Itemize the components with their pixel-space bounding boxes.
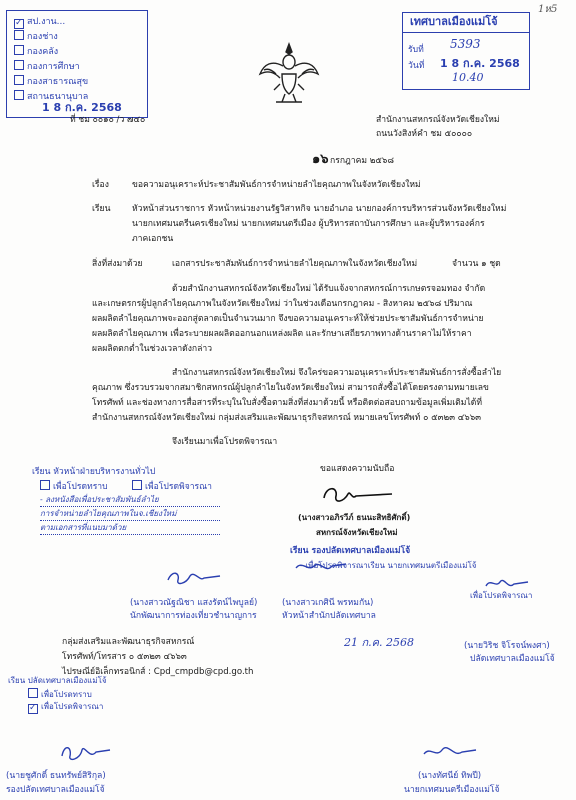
- consider-checkbox[interactable]: [132, 480, 142, 490]
- bottom-left-signer-title: รองปลัดเทศบาลเมืองแม่โจ้: [6, 785, 105, 795]
- department-item: [14, 44, 134, 59]
- receipt-no-label: รับที่: [408, 45, 424, 55]
- left-note-option-consider: เพื่อโปรดพิจารณา: [132, 480, 212, 493]
- middle-note-signer-title: หัวหน้าสำนักปลัดเทศบาล: [282, 611, 376, 621]
- department-item-label: กองคลัง: [27, 47, 59, 57]
- paragraph-1-line-1: ด้วยสำนักงานสหกรณ์จังหวัดเชียงใหม่ ได้รับแจ้งจากสหกรณ์การเกษตรจอมทอง จำกัด: [172, 284, 486, 294]
- paragraph-1-line-3: ผลผลิตลำไยคุณภาพจะออกสู่ตลาดเป็นจำนวนมาก จึงขอความอนุเคราะห์ให้ช่วยประชาสัมพันธ์การจำหน่าย: [92, 314, 484, 324]
- closing-request: จึงเรียนมาเพื่อโปรดพิจารณา: [172, 437, 278, 447]
- receipt-date-label: วันที่: [408, 61, 425, 71]
- receipt-time-value: 10.40: [452, 71, 484, 84]
- receipt-no-value: 5393: [450, 37, 481, 51]
- addressee-line-2: นายกเทศมนตรีนครเชียงใหม่ นายกเทศมนตรีเมือง ผู้บริหารสถาบันการศึกษา และผู้บริหารองค์กร: [132, 219, 485, 229]
- department-stamp-date: 1 8 ก.ค. 2568: [42, 101, 122, 114]
- sender-address: ถนนวังสิงห์คำ ชม ๕๐๐๐๐: [376, 129, 473, 139]
- signer-name: (นางสาวอภิรวีภ์ ธนนะสิทธิศักดิ์): [298, 513, 411, 522]
- paragraph-1-line-2: และเกษตรกรผู้ปลูกลำไยคุณภาพในจังหวัดเชียงใหม่ ว่าในช่วงเดือนกรกฎาคม - สิงหาคม ๒๕๖๘ ปริมาณ: [92, 299, 473, 309]
- addressee-line-1: หัวหน้าส่วนราชการ หัวหน้าหน่วยงานรัฐวิสาหกิจ นายอำเภอ นายกองค์การบริหารส่วนจังหวัดเชียงใหม่: [132, 204, 507, 214]
- subject-text: ขอความอนุเคราะห์ประชาสัมพันธ์การจำหน่ายลำไยคุณภาพในจังหวัดเชียงใหม่: [132, 180, 421, 190]
- left-note-option-inform: เพื่อโปรดทราบ: [40, 480, 108, 493]
- right-note-signer-name: (นายวิริช จิโรจน์พงศา): [464, 641, 550, 651]
- inform-checkbox[interactable]: [40, 480, 50, 490]
- bottom-right-signature: [420, 740, 480, 764]
- department-item: [14, 14, 134, 29]
- department-checkbox[interactable]: [14, 90, 24, 100]
- footer-department: กลุ่มส่งเสริมและพัฒนาธุรกิจสหกรณ์: [62, 637, 195, 647]
- paragraph-1-line-4: ผลผลิตลำไยคุณภาพ เพื่อระบายผลผลิตออกนอกแหล่งผลิต และรักษาเสถียรภาพทางด้านราคาไม่ให้ราคา: [92, 329, 472, 339]
- middle-note-signer-name: (นางสาวเกศินี พรหมกัน): [282, 598, 374, 608]
- department-checkbox[interactable]: [14, 60, 24, 70]
- department-checkbox[interactable]: [14, 19, 24, 29]
- addressee-label: เรียน: [92, 204, 111, 214]
- left-note-handwriting-1: - ลงหนังสือเพื่อประชาสัมพันธ์ลำไย: [40, 494, 220, 507]
- department-item-label: กองช่าง: [27, 32, 58, 42]
- bottom-consider-checkbox[interactable]: [28, 704, 38, 714]
- left-note-to: เรียน หัวหน้าฝ่ายบริหารงานทั่วไป: [32, 467, 156, 477]
- department-checkbox[interactable]: [14, 75, 24, 85]
- receipt-stamp-title: เทศบาลเมืองแม่โจ้: [410, 15, 498, 28]
- right-note-line-1: - เพื่อโปรดพิจารณาเรียน นายกเทศมนตรีเมืองแม่โจ้: [300, 561, 477, 570]
- reference-number: ที่ ชม ๐๐๑๐ /ว ๗๔๐: [70, 115, 146, 125]
- left-note-signer-name: (นางสาวณัฐณิชา แสงรัตน์ไพบูลย์): [130, 598, 258, 608]
- department-item: [14, 59, 134, 74]
- right-note-to: เรียน รองปลัดเทศบาลเมืองแม่โจ้: [290, 546, 411, 556]
- corner-mark: 1ห5: [538, 4, 558, 15]
- bottom-right-signer-title: นายกเทศมนตรีเมืองแม่โจ้: [404, 785, 500, 795]
- bottom-inform-checkbox[interactable]: [28, 688, 38, 698]
- paragraph-1-line-5: ผลผลิตตกต่ำในช่วงเวลาดังกล่าว: [92, 344, 213, 354]
- bottom-left-option-consider: ✓เพื่อโปรดพิจารณา: [28, 701, 103, 714]
- left-note-signature: [164, 566, 224, 588]
- paragraph-2-line-4: สำนักงานสหกรณ์จังหวัดเชียงใหม่ กลุ่มส่งเสริมและพัฒนาธุรกิจสหกรณ์ หมายเลขโทรศัพท์ ๐ ๕๓๒๓ ๔๖๖๓: [92, 413, 482, 423]
- paragraph-2-line-2: คุณภาพ ซึ่งรวบรวมจากสมาชิกสหกรณ์ผู้ปลูกลำไยในจังหวัดเชียงใหม่ สามารถสั่งซื้อได้โดยตรงตามหมายเลข: [92, 383, 489, 393]
- paragraph-2-line-1: สำนักงานสหกรณ์จังหวัดเชียงใหม่ จึงใคร่ขอความอนุเคราะห์ประชาสัมพันธ์การสั่งซื้อลำไย: [172, 368, 502, 378]
- bottom-left-option-inform: เพื่อโปรดทราบ: [28, 688, 92, 701]
- department-checkbox[interactable]: [14, 30, 24, 40]
- receipt-date-value: 1 8 ก.ค. 2568: [440, 57, 520, 70]
- department-item-label: กองสาธารณสุข: [27, 77, 89, 87]
- department-item: [14, 29, 134, 44]
- letter-date: กรกฎาคม ๒๕๖๘: [330, 156, 395, 166]
- department-item-label: สป.งาน...: [27, 17, 66, 27]
- sender-name: สำนักงานสหกรณ์จังหวัดเชียงใหม่: [376, 115, 500, 125]
- right-note-date: 21 ก.ค. 2568: [344, 636, 414, 649]
- department-checklist: [14, 14, 134, 104]
- left-note-handwriting-2: การจำหน่ายลำไยคุณภาพในจ.เชียงใหม่: [40, 508, 220, 521]
- right-note-signature: [482, 574, 532, 594]
- regards: ขอแสดงความนับถือ: [320, 464, 395, 474]
- department-item: [14, 74, 134, 89]
- enclosure-text: เอกสารประชาสัมพันธ์การจำหน่ายลำไยคุณภาพในจังหวัดเชียงใหม่: [172, 259, 418, 269]
- department-item-label: กองการศึกษา: [27, 62, 80, 72]
- bottom-left-note-to: เรียน ปลัดเทศบาลเมืองแม่โจ้: [8, 676, 107, 685]
- signer-title: สหกรณ์จังหวัดเชียงใหม่: [316, 528, 398, 537]
- paragraph-2-line-3: โทรศัพท์ และช่องทางการสื่อสารที่ระบุในใบสั่งซื้อตามสิ่งที่ส่งมาด้วยนี้ หรือติดต่อสอบถามข้อมูลเพิ่มเติมได้ที่: [92, 398, 483, 408]
- left-note-handwriting-3: ตามเอกสารที่แนบมาด้วย: [40, 522, 220, 535]
- bottom-left-signer-name: (นายชูศักดิ์ ธนทรัพย์สิริกุล): [6, 771, 106, 781]
- letter-date-day: ๑๖: [312, 152, 329, 167]
- bottom-left-signature: [58, 740, 114, 764]
- enclosure-label: สิ่งที่ส่งมาด้วย: [92, 259, 143, 269]
- left-note-signer-title: นักพัฒนาการท่องเที่ยวชำนาญการ: [130, 611, 257, 621]
- department-item-label: สถานธนานุบาล: [27, 92, 89, 102]
- garuda-emblem-icon: [258, 40, 320, 106]
- right-note-signer-title: ปลัดเทศบาลเมืองแม่โจ้: [470, 654, 555, 664]
- subject-label: เรื่อง: [92, 180, 109, 190]
- right-note-line-2: เพื่อโปรดพิจารณา: [470, 591, 533, 600]
- footer-telephone: โทรศัพท์/โทรสาร ๐ ๕๓๒๓ ๔๖๖๓: [62, 652, 187, 662]
- bottom-right-signer-name: (นางทัศนีย์ ทิพปี): [418, 771, 482, 781]
- enclosure-quantity: จำนวน ๑ ชุด: [452, 259, 501, 269]
- department-checkbox[interactable]: [14, 45, 24, 55]
- signer-signature: [318, 480, 398, 508]
- footer-email: ไปรษณีย์อิเล็กทรอนิกส์ : Cpd_cmpdb@cpd.go.th: [62, 667, 254, 677]
- addressee-line-3: ภาคเอกชน: [132, 234, 174, 244]
